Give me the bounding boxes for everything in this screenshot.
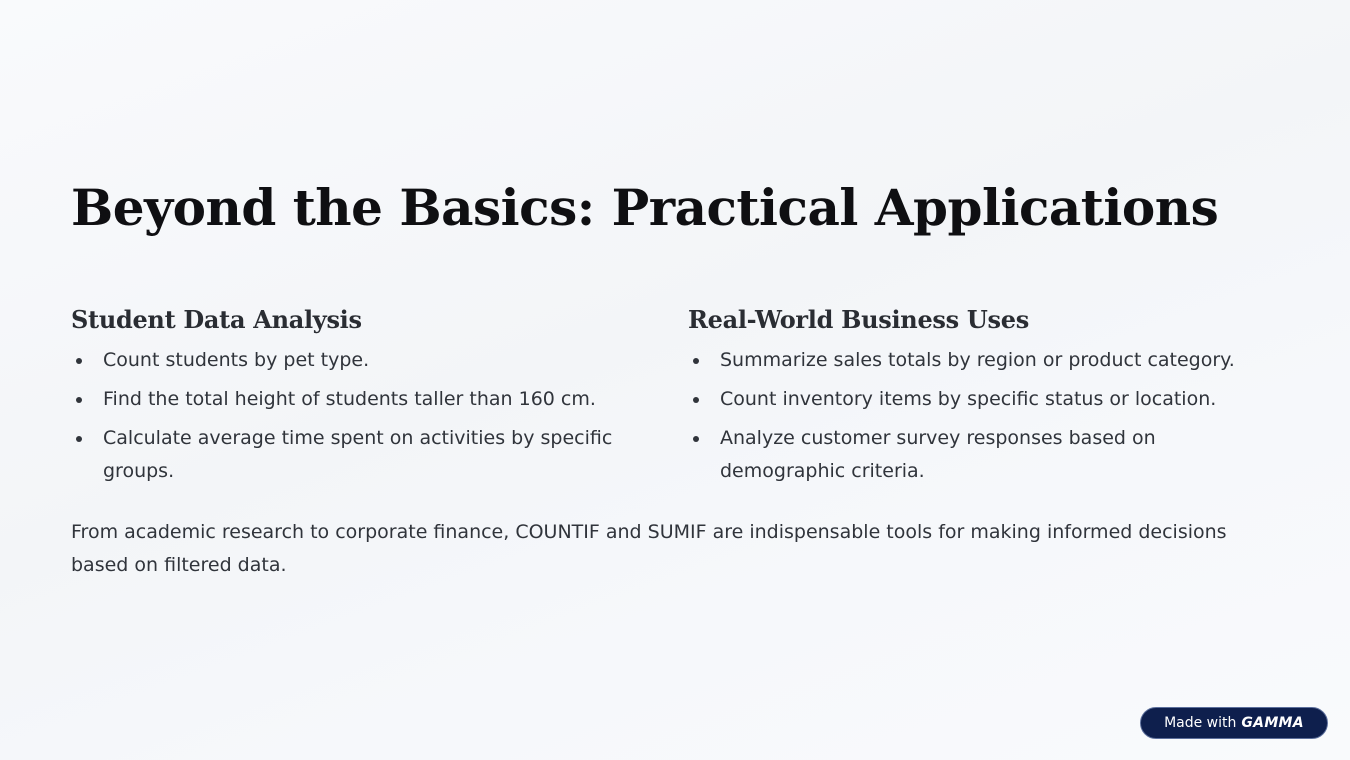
- student-data-list: [71, 344, 641, 488]
- list-item: Analyze customer survey responses based on demographic criteria.: [688, 422, 1258, 488]
- gamma-logo: GAMMA: [1241, 715, 1304, 731]
- list-item: Count students by pet type.: [71, 344, 641, 377]
- list-item: Summarize sales totals by region or product category.: [688, 344, 1258, 377]
- list-item: Count inventory items by specific status or location.: [688, 383, 1258, 416]
- student-data-section: [71, 305, 641, 494]
- business-uses-list: [688, 344, 1258, 488]
- list-item: Find the total height of students taller than 160 cm.: [71, 383, 641, 416]
- slide-title: Beyond the Basics: Practical Applications: [71, 178, 1219, 237]
- business-uses-heading: Real-World Business Uses: [688, 305, 1029, 334]
- badge-prefix: Made with: [1164, 715, 1237, 731]
- made-with-gamma-button[interactable]: [1140, 707, 1328, 739]
- student-data-heading: Student Data Analysis: [71, 305, 362, 334]
- business-uses-section: [688, 305, 1258, 494]
- summary-paragraph: From academic research to corporate finance, COUNTIF and SUMIF are indispensable tools for making informed decisions based on filtered data.: [71, 521, 1227, 576]
- list-item: Calculate average time spent on activities by specific groups.: [71, 422, 641, 488]
